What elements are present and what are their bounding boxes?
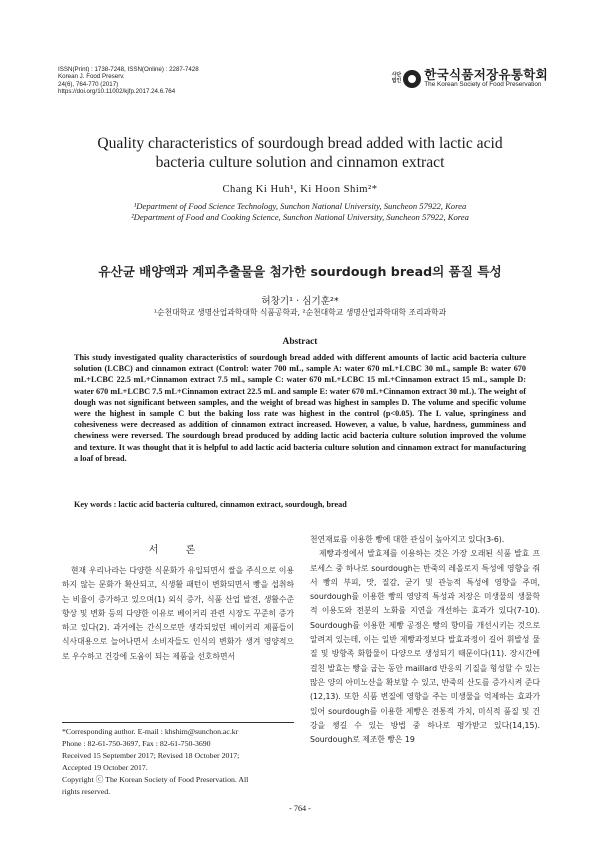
left-column — [62, 564, 294, 664]
korean-title: 유산균 배양액과 계피추출물을 첨가한 sourdough bread의 품질 특성 — [98, 264, 502, 279]
society-type: 사단 법인 — [391, 71, 402, 84]
society-emblem-icon — [403, 70, 421, 88]
received-date: Received 15 September 2017; Revised 18 October 2017; — [62, 751, 240, 760]
society-name-ko: 한국식품저장유통학회 — [424, 67, 548, 82]
doi-link[interactable]: https://doi.org/10.11002/kjfp.2017.24.6.764 — [58, 88, 176, 96]
introduction-heading: 서 론 — [148, 545, 208, 556]
intro-paragraph-2: 제빵과정에서 발효제를 이용하는 것은 가장 오래된 식품 발효 프로세스 중 하나로 sourdough는 반죽의 레올로지 특성에 영향을 줘서 빵의 부피, 맛, 질감, 굳기 및 관능적 특성에 영향을 주며, sourdough를 이용한 빵의 영양적 특성과 저장은 미생물의 생물학적 이용도와 전분의 노화를 지연을 개선하는 효과가 있다(7-10). Sourdough를 이용한 제빵 공정은 빵의 향미를 개선시키는 것으로 알려져 있는데, 이는 일반 제빵과정보다 발효과정이 길어 휘발성 물질 및 방향족 화합물이 다양으로 생성되기 때문이다(11). 장시간에 걸친 발효는 빵을 굽는 동안 maillard 반응의 기질을 형성할 수 있는 많은 양의 아미노산을 확보할 수 있고, 반죽의 산도를 증가시켜 준다(12,13). 또한 식품 변질에 영향을 주는 미생물을 억제하는 효과가 있어 sourdough를 이용한 제빵은 전통적 가치, 미식적 품질 및 건강을 챙길 수 있는 방법 중 하나로 평가받고 있다(14,15). Sourdough로 제조한 빵은 19 — [310, 549, 540, 745]
copyright-cont: rights reserved. — [62, 787, 111, 796]
authors: Chang Ki Huh¹, Ki Hoon Shim²* — [222, 184, 378, 195]
intro-paragraph: 현재 우리나라는 다양한 식문화가 유입되면서 쌀을 주식으로 이용하지 않는 문화가 확산되고, 식생활 패턴이 변화되면서 빵을 섭취하는 비율이 증가하고 있으며(1) 외식 증가, 식품 산업 발전, 생활수준 향상 및 변화 등의 다양한 이유로 베이커리 관련 시장도 꾸준히 증가하고 있다(2). 과거에는 간식으로만 생각되었던 베이커리 제품들이 식사대용으로 늘어나면서 소비자들도 인식의 변화가 생겨 영양적으로 우수하고 건강에 도움이 되는 제품을 선호하면서 — [62, 566, 294, 661]
issn-line: ISSN(Print) : 1738-7248, ISSN(Online) : 2287-7428 — [58, 66, 199, 73]
copyright: Copyright ⓒ The Korean Society of Food Preservation. All — [62, 775, 249, 784]
volume-line: 24(6), 764-770 (2017) — [58, 80, 119, 88]
footnote — [62, 726, 300, 798]
corresponding-author: *Corresponding author. E-mail : khshim@sunchon.ac.kr — [62, 727, 239, 736]
society-logo — [392, 68, 548, 89]
abstract-heading: Abstract — [282, 337, 318, 347]
page-number: - 764 - — [289, 804, 311, 813]
contact-phone: Phone : 82-61-750-3697, Fax : 82-61-750-3690 — [62, 739, 211, 748]
korean-affiliations: ¹순천대학교 생명산업과학대학 식품공학과, ²순천대학교 생명산업과학대학 조리과학과 — [153, 308, 447, 317]
affiliations: ¹Department of Food Science Technology, Sunchon National University, Suncheon 57922, Korea ²Department of Food and Cooking Science, Sunchon National University, Suncheon 57922, Korea — [131, 201, 469, 222]
journal-name: Korean J. Food Preserv. — [58, 73, 125, 81]
accepted-date: Accepted 19 October 2017. — [62, 763, 148, 772]
paper-title: Quality characteristics of sourdough bread added with lactic acid bacteria culture solution and cinnamon extract — [97, 135, 503, 171]
abstract-text: This study investigated quality characteristics of sourdough bread added with different amounts of lactic acid bacteria culture solution (LCBC) and cinnamon extract (Control: water 700 mL, sample A: water 670 mL+LCBC 30 mL, sample B: water 670 mL+LCBC 22.5 mL+Cinnamon extract 7.5 mL, sample C: water 670 mL+LCBC 15 mL+Cinnamon extract 15 mL, sample D: water 670 mL+LCBC 7.5 mL+Cinnamon extract 22.5 mL and sample E: water 670 mL+Cinnamon extract 30 mL). The weight of dough was not significant between samples, and the weight of bread was highest in samples D. The volume and specific volume were the highest in sample C but the baking loss rate was highest in the control (p<0.05). The L value, springiness and cohesiveness were decreased as addition of cinnamon extract increased. However, a value, b value, hardness, gumminess and chewiness were reversed. The sourdough bread produced by adding lactic acid bacteria culture solution improved the volume and texture. It was thought that it is helpful to add lactic acid bacteria culture solution and cinnamon extract for manufacturing a loaf of bread. — [74, 353, 526, 463]
keywords: Key words : lactic acid bacteria cultured, cinnamon extract, sourdough, bread — [74, 500, 347, 509]
intro-paragraph-continued: 천연재료를 이용한 빵에 대한 관심이 높아지고 있다(3-6). — [310, 535, 505, 544]
right-column — [310, 533, 540, 747]
korean-authors: 허창기¹ · 심기훈²* — [261, 296, 339, 307]
society-name-en: The Korean Society of Food Preservation — [424, 81, 542, 88]
journal-meta — [58, 66, 199, 96]
footnote-divider — [62, 722, 294, 723]
